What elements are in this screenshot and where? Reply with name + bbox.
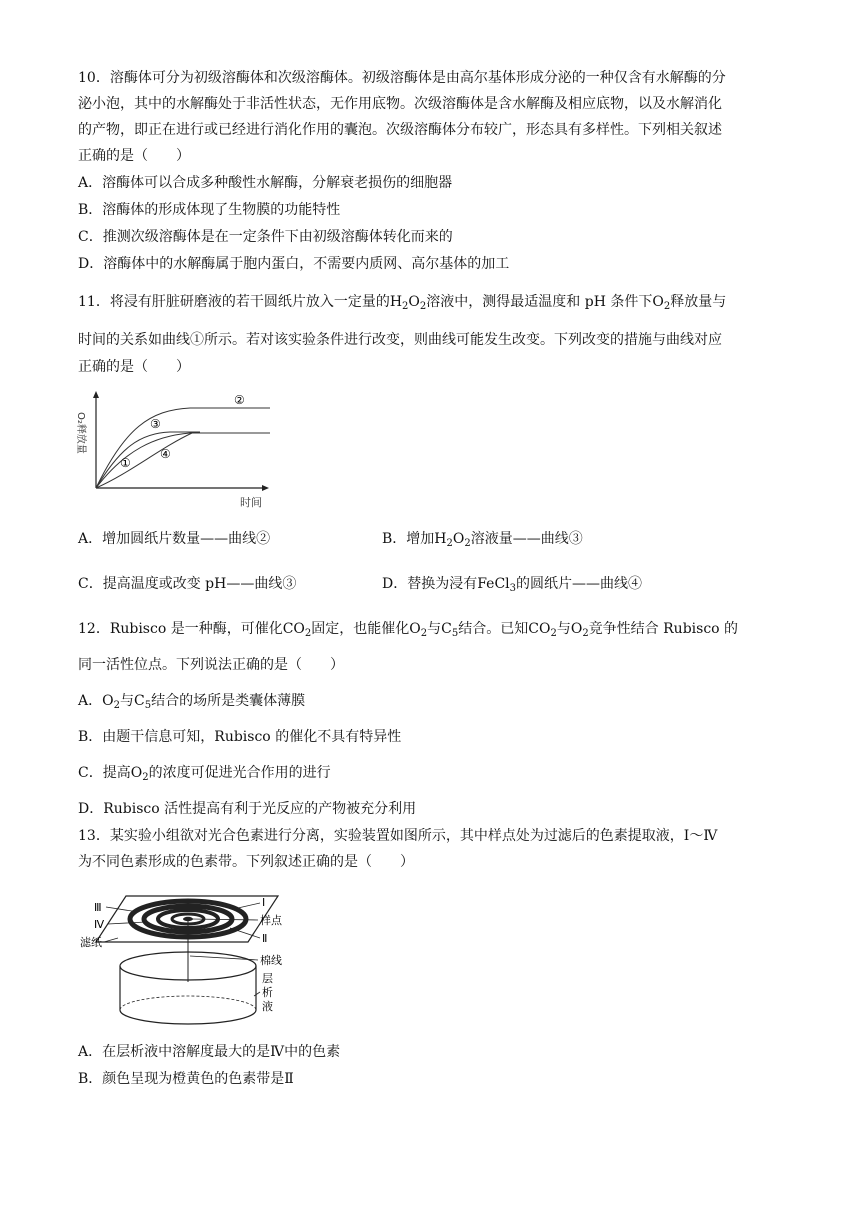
- fig-label-cotton-thread: 棉线: [260, 954, 282, 967]
- curve-label-3: ③: [150, 417, 161, 431]
- q12-option-b: B．由题干信息可知，Rubisco 的催化不具有特异性: [78, 729, 402, 745]
- curve-label-2: ②: [234, 393, 245, 407]
- o2-formula: $O_2$: [102, 693, 120, 711]
- q10-stem-line-2: 泌小泡，其中的水解酶处于非活性状态，无作用底物。次级溶酶体是含水解酶及相应底物，以及水解消化: [78, 96, 722, 112]
- h2o2-formula: $H_2O_2$: [434, 531, 471, 549]
- q11-option-c: C．提高温度或改变 pH——曲线③: [78, 576, 297, 592]
- fig-label-iv: Ⅳ: [94, 918, 105, 931]
- q11-option-b: B．增加$H_2O_2$溶液量——曲线③: [382, 531, 583, 549]
- q11-stem-line-1: [78, 292, 726, 317]
- o2-release-graph: [75, 388, 280, 518]
- q12-stem-line-1: 12．Rubisco 是一种酶，可催化$CO_2$固定，也能催化$O_2$与$C_5$结合。已知$CO_2$与$O_2$竞争性结合 Rubisco 的: [78, 621, 739, 639]
- q10-option-d: D．溶酶体中的水解酶属于胞内蛋白，不需要内质网、高尔基体的加工: [78, 256, 510, 272]
- q11-stem-line-3: 正确的是（ ）: [78, 359, 190, 375]
- q11-option-d: D．替换为浸有FeCl$_3$的圆纸片——曲线④: [382, 576, 643, 594]
- q10-option-a: A．溶酶体可以合成多种酸性水解酶，分解衰老损伤的细胞器: [78, 175, 453, 191]
- q11-text-c: 释放量与: [670, 294, 727, 310]
- fig-label-solvent-2: 析: [262, 986, 273, 999]
- co2-formula: $CO_2$: [282, 621, 312, 639]
- o2-formula: $O_2$: [409, 621, 428, 639]
- fig-label-filter-paper: 滤纸: [80, 936, 102, 949]
- h2o2-formula: $H_2O_2$: [389, 294, 427, 312]
- co2-formula: $CO_2$: [528, 621, 557, 639]
- q11-option-a: A．增加圆纸片数量——曲线②: [78, 531, 271, 547]
- graph-xlabel: 时间: [240, 496, 262, 509]
- q10-option-b: B．溶酶体的形成体现了生物膜的功能特性: [78, 202, 341, 218]
- fig-label-solvent-1: 层: [262, 972, 273, 985]
- q12-option-d: D．Rubisco 活性提高有利于光反应的产物被充分利用: [78, 801, 417, 817]
- fig-label-iii: Ⅲ: [94, 901, 102, 914]
- fecl3-formula: FeCl$_3$: [477, 576, 517, 594]
- fig-label-solvent-3: 液: [262, 1000, 273, 1013]
- q10-stem-line-3: 的产物，即正在进行或已经进行消化作用的囊泡。次级溶酶体分布较广，形态具有多样性。下列相关叙述: [78, 122, 722, 138]
- q11-text-b: 溶液中，测得最适温度和 pH 条件下: [426, 294, 653, 310]
- curve-label-1: ①: [120, 456, 131, 470]
- chromatography-apparatus: [78, 884, 298, 1030]
- q13-option-a: A．在层析液中溶解度最大的是Ⅳ中的色素: [78, 1044, 341, 1060]
- q12-stem-line-2: 同一活性位点。下列说法正确的是（ ）: [78, 657, 344, 673]
- graph-ylabel: O₂释放量: [75, 412, 86, 454]
- fig-label-sample: 样点: [260, 914, 282, 927]
- q11-stem-line-2: 时间的关系如曲线①所示。若对该实验条件进行改变，则曲线可能发生改变。下列改变的措施与曲线对应: [78, 332, 722, 348]
- c5-formula: $C_5$: [133, 693, 152, 711]
- fig-label-ii: Ⅱ: [262, 932, 268, 945]
- fig-label-i: Ⅰ: [262, 896, 266, 909]
- q11-text-a: 11．将浸有肝脏研磨液的若干圆纸片放入一定量的: [78, 294, 390, 310]
- q10-stem-line-1: 10．溶酶体可分为初级溶酶体和次级溶酶体。初级溶酶体是由高尔基体形成分泌的一种仅含有水解酶的分: [78, 70, 726, 86]
- q13-stem-line-1: 13．某实验小组欲对光合色素进行分离，实验装置如图所示，其中样点处为过滤后的色素提取液，Ⅰ～Ⅳ: [78, 828, 718, 844]
- q12-option-a: A．$O_2$与$C_5$结合的场所是类囊体薄膜: [78, 693, 306, 711]
- curve-label-4: ④: [160, 447, 171, 461]
- curve-2: [96, 408, 270, 488]
- q10-stem-line-4: 正确的是（ ）: [78, 148, 190, 164]
- q10-option-c: C．推测次级溶酶体是在一定条件下由初级溶酶体转化而来的: [78, 229, 453, 245]
- o2-formula: $O_2$: [570, 621, 589, 639]
- q13-option-b: B．颜色呈现为橙黄色的色素带是Ⅱ: [78, 1071, 294, 1087]
- o2-formula: $O_2$: [652, 294, 671, 312]
- q12-option-c: C．提高$O_2$的浓度可促进光合作用的进行: [78, 765, 331, 783]
- c5-formula: $C_5$: [441, 621, 459, 639]
- beaker-bottom: [120, 1010, 256, 1024]
- o2-formula: $O_2$: [130, 765, 149, 783]
- q13-stem-line-2: 为不同色素形成的色素带。下列叙述正确的是（ ）: [78, 854, 414, 870]
